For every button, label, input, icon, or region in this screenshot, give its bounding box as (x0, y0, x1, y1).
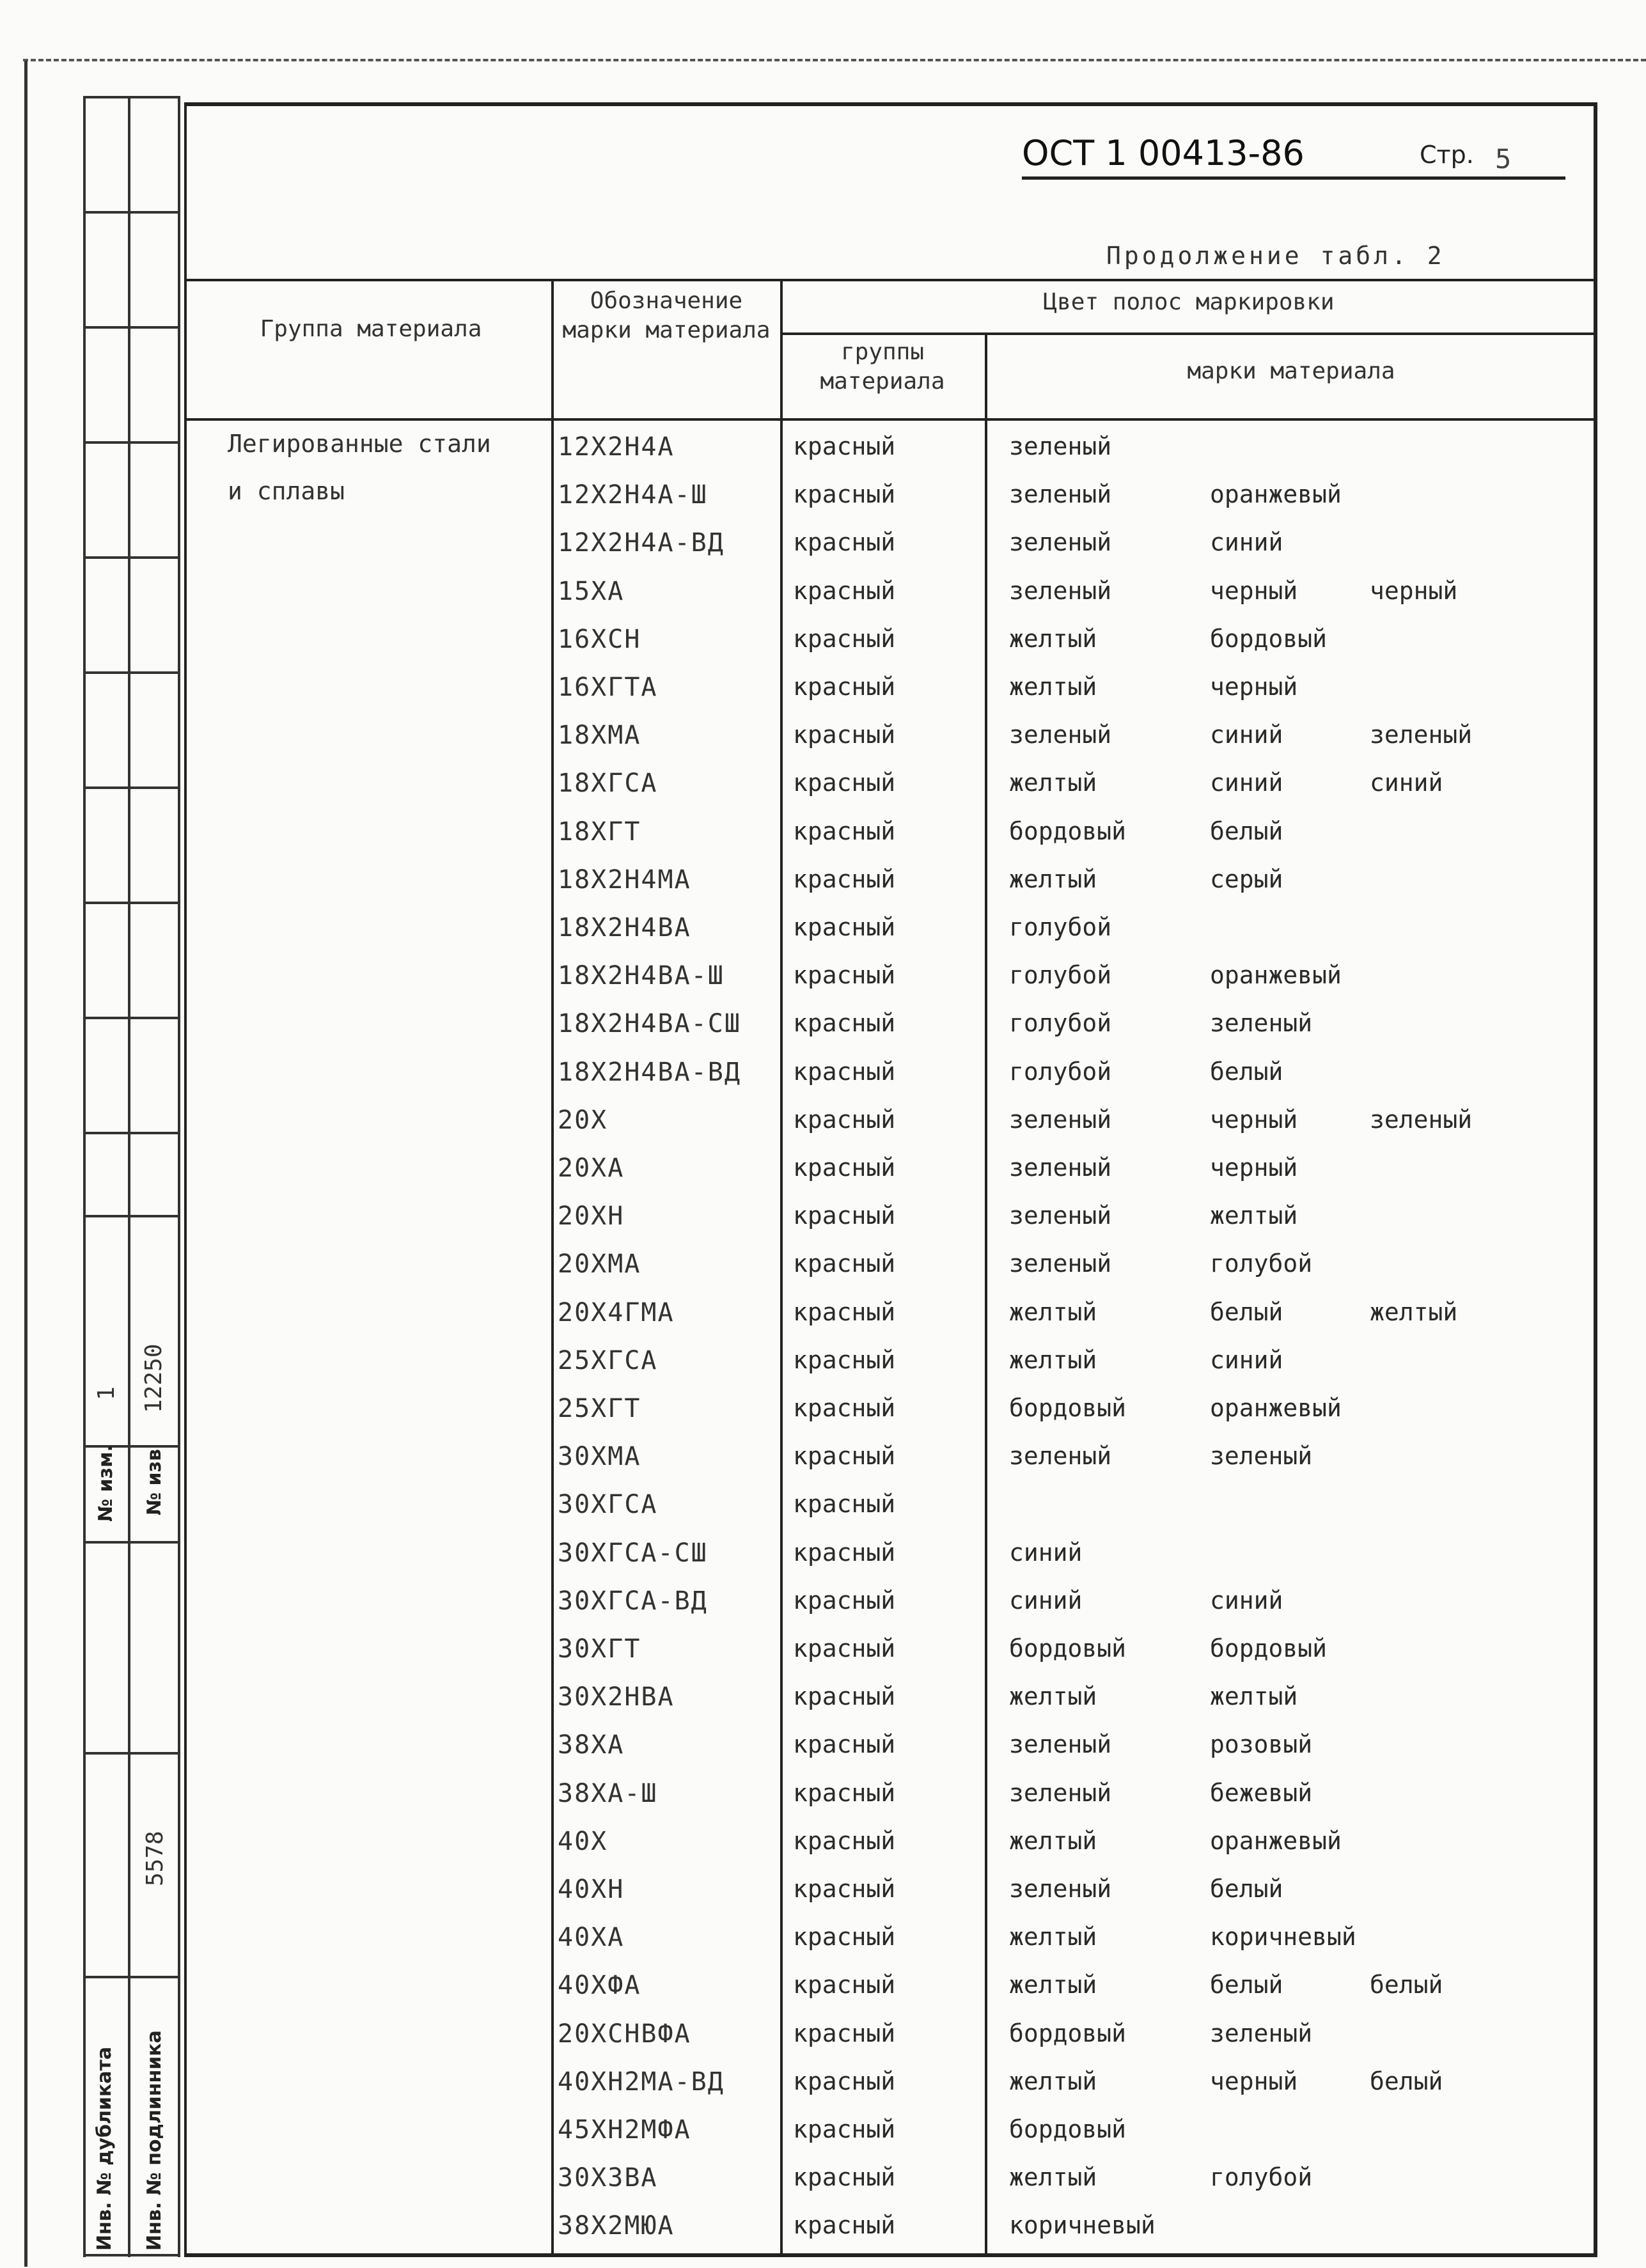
stripe-color-2: коричневый (1210, 1923, 1356, 1951)
group-color-cell: красный (793, 528, 896, 556)
grade-cell: 30ХГСА (558, 1490, 658, 1519)
stripe-color-1: голубой (1009, 1009, 1112, 1037)
group-name-line2: и сплавы (228, 477, 345, 505)
grade-cell: 20ХСНВФА (558, 2019, 691, 2049)
stripe-color-1: синий (1009, 1538, 1083, 1567)
stripe-color-2: синий (1210, 1586, 1283, 1615)
stripe-color-1: голубой (1009, 913, 1112, 941)
original-inv-value: 5578 (142, 1831, 168, 1886)
strip-border-right (178, 96, 180, 2257)
group-color-cell: красный (793, 1058, 896, 1086)
group-color-cell: красный (793, 1779, 896, 1807)
table-subheader-rule (780, 332, 1597, 335)
stripe-color-1: зеленый (1009, 1154, 1112, 1182)
stripe-color-2: бордовый (1210, 1634, 1328, 1662)
grade-cell: 30ХГСА-ВД (558, 1586, 708, 1616)
duplicate-inv-label: Инв. № дубликата (93, 2046, 116, 2251)
stripe-color-1: зеленый (1009, 1730, 1112, 1758)
stripe-color-1: бордовый (1009, 817, 1127, 845)
group-color-cell: красный (793, 1923, 896, 1951)
group-color-cell: красный (793, 817, 896, 845)
col-header-group: Группа материала (260, 316, 482, 342)
stripe-color-1: желтый (1009, 625, 1097, 653)
group-color-cell: красный (793, 625, 896, 653)
stripe-color-1: желтый (1009, 2163, 1097, 2191)
grade-cell: 30ХГСА-СШ (558, 1538, 708, 1568)
stripe-color-1: зеленый (1009, 432, 1112, 460)
stripe-color-1: голубой (1009, 961, 1112, 989)
grade-cell: 18Х2Н4ВА-Ш (558, 961, 725, 990)
stripe-color-1: желтый (1009, 1298, 1097, 1326)
stripe-color-3: зеленый (1370, 721, 1473, 749)
stripe-color-2: бордовый (1210, 625, 1328, 653)
group-color-cell: красный (793, 1394, 896, 1422)
group-color-cell: красный (793, 913, 896, 941)
grade-cell: 20ХН (558, 1201, 625, 1231)
stripe-color-1: желтый (1009, 2067, 1097, 2095)
group-color-cell: красный (793, 1346, 896, 1374)
stripe-color-1: бордовый (1009, 2115, 1127, 2143)
stripe-color-2: розовый (1210, 1730, 1313, 1758)
stripe-color-1: зеленый (1009, 1442, 1112, 1470)
grade-cell: 20Х4ГМА (558, 1298, 675, 1327)
grade-cell: 12Х2Н4А-Ш (558, 480, 708, 510)
stripe-color-2: черный (1210, 2067, 1298, 2095)
stripe-color-1: зеленый (1009, 1249, 1112, 1278)
col-header-stripe-color: Цвет полос маркировки (1043, 289, 1335, 315)
group-color-cell: красный (793, 1106, 896, 1134)
page-number: 5 (1495, 143, 1512, 175)
group-color-cell: красный (793, 673, 896, 701)
stripe-color-2: желтый (1210, 1201, 1298, 1230)
stripe-color-2: синий (1210, 769, 1283, 797)
stripe-color-1: зеленый (1009, 1106, 1112, 1134)
group-color-cell: красный (793, 480, 896, 508)
strip-divider (128, 96, 130, 2257)
stripe-color-2: черный (1210, 673, 1298, 701)
stripe-color-1: зеленый (1009, 1875, 1112, 1903)
stripe-color-2: белый (1210, 1875, 1283, 1903)
group-color-cell: красный (793, 2019, 896, 2047)
stripe-color-1: желтый (1009, 1923, 1097, 1951)
stripe-color-2: зеленый (1210, 1009, 1313, 1037)
group-name-line1: Легированные стали (228, 430, 491, 458)
stripe-color-1: синий (1009, 1586, 1083, 1615)
stripe-color-1: зеленый (1009, 577, 1112, 605)
grade-cell: 18Х2Н4ВА (558, 913, 691, 942)
stripe-color-2: серый (1210, 865, 1283, 893)
group-color-cell: красный (793, 1490, 896, 1518)
col-rule-1 (551, 279, 554, 2257)
grade-cell: 45ХН2МФА (558, 2115, 691, 2145)
group-color-cell: красный (793, 1442, 896, 1470)
grade-cell: 12Х2Н4А (558, 432, 675, 462)
stripe-color-2: черный (1210, 577, 1298, 605)
grade-cell: 40ХН (558, 1875, 625, 1904)
group-color-cell: красный (793, 1875, 896, 1903)
group-color-cell: красный (793, 2163, 896, 2191)
group-color-cell: красный (793, 1971, 896, 1999)
col-rule-3 (985, 332, 987, 2257)
notice-no-label: № изв (143, 1449, 166, 1515)
stripe-color-2: белый (1210, 817, 1283, 845)
stripe-color-2: белый (1210, 1298, 1283, 1326)
stripe-color-2: синий (1210, 721, 1283, 749)
stripe-color-1: бордовый (1009, 1394, 1127, 1422)
group-color-cell: красный (793, 2115, 896, 2143)
grade-cell: 30ХМА (558, 1442, 641, 1471)
group-color-cell: красный (793, 1201, 896, 1230)
stripe-color-1: желтый (1009, 1346, 1097, 1374)
stripe-color-1: зеленый (1009, 721, 1112, 749)
stripe-color-2: синий (1210, 1346, 1283, 1374)
col-header-stripe-grade: марки материала (1187, 358, 1395, 384)
stripe-color-3: белый (1370, 2067, 1443, 2095)
stripe-color-1: желтый (1009, 1971, 1097, 1999)
stripe-color-2: белый (1210, 1971, 1283, 1999)
grade-cell: 40ХН2МА-ВД (558, 2067, 725, 2097)
notice-no-value: 12250 (141, 1343, 167, 1413)
stripe-color-1: желтый (1009, 673, 1097, 701)
grade-cell: 25ХГСА (558, 1346, 658, 1375)
stripe-color-2: зеленый (1210, 1442, 1313, 1470)
group-color-cell: красный (793, 1586, 896, 1615)
grade-cell: 18Х2Н4МА (558, 865, 691, 895)
stripe-color-2: зеленый (1210, 2019, 1313, 2047)
group-color-cell: красный (793, 1538, 896, 1567)
group-color-cell: красный (793, 1249, 896, 1278)
grade-cell: 18ХГСА (558, 769, 658, 798)
stripe-color-2: синий (1210, 528, 1283, 556)
change-no-label: № изм. (95, 1444, 117, 1522)
stripe-color-1: зеленый (1009, 528, 1112, 556)
grade-cell: 18Х2Н4ВА-СШ (558, 1009, 741, 1038)
grade-cell: 15ХА (558, 577, 625, 606)
side-stamp (83, 96, 179, 2257)
group-color-cell: красный (793, 577, 896, 605)
table-top-rule (184, 279, 1597, 281)
grade-cell: 30Х2НВА (558, 1682, 675, 1712)
stripe-color-1: желтый (1009, 769, 1097, 797)
stripe-color-1: бордовый (1009, 1634, 1127, 1662)
grade-cell: 12Х2Н4А-ВД (558, 528, 725, 558)
strip-border-left (83, 96, 86, 2257)
group-color-cell: красный (793, 1154, 896, 1182)
group-color-cell: красный (793, 865, 896, 893)
table-header-bottom-rule (184, 418, 1597, 421)
stripe-color-1: голубой (1009, 1058, 1112, 1086)
group-color-cell: красный (793, 1634, 896, 1662)
stripe-color-2: оранжевый (1210, 1827, 1342, 1855)
grade-cell: 30ХГТ (558, 1634, 641, 1664)
stripe-color-2: голубой (1210, 1249, 1313, 1278)
change-no-value: 1 (93, 1386, 120, 1400)
stripe-color-2: оранжевый (1210, 1394, 1342, 1422)
grade-cell: 18ХГТ (558, 817, 641, 847)
stripe-color-3: черный (1370, 577, 1458, 605)
grade-cell: 38ХА-Ш (558, 1779, 658, 1808)
group-color-cell: красный (793, 1009, 896, 1037)
group-color-cell: красный (793, 1682, 896, 1710)
stripe-color-2: черный (1210, 1154, 1298, 1182)
stripe-color-3: синий (1370, 769, 1443, 797)
grade-cell: 38ХА (558, 1730, 625, 1760)
col-rule-2 (780, 279, 783, 2257)
grade-cell: 20Х (558, 1106, 608, 1135)
group-color-cell: красный (793, 2067, 896, 2095)
grade-cell: 18ХМА (558, 721, 641, 750)
grade-cell: 25ХГТ (558, 1394, 641, 1423)
grade-cell: 38Х2МЮА (558, 2211, 675, 2241)
col-header-stripe-group: группы материала (820, 339, 945, 395)
stripe-color-1: зеленый (1009, 480, 1112, 508)
header-underline (1022, 176, 1565, 180)
original-inv-label: Инв. № подлинника (143, 2030, 166, 2251)
scan-top-edge (23, 59, 1646, 61)
stripe-color-1: желтый (1009, 865, 1097, 893)
stripe-color-3: белый (1370, 1971, 1443, 1999)
group-color-cell: красный (793, 1730, 896, 1758)
group-color-cell: красный (793, 1298, 896, 1326)
grade-cell: 18Х2Н4ВА-ВД (558, 1058, 741, 1087)
stripe-color-2: белый (1210, 1058, 1283, 1086)
stripe-color-2: черный (1210, 1106, 1298, 1134)
grade-cell: 16ХГТА (558, 673, 658, 702)
group-color-cell: красный (793, 1827, 896, 1855)
document-number: ОСТ 1 00413-86 (1022, 133, 1305, 173)
grade-cell: 40ХА (558, 1923, 625, 1952)
grade-cell: 40ХФА (558, 1971, 641, 2000)
stripe-color-1: зеленый (1009, 1779, 1112, 1807)
stripe-color-3: желтый (1370, 1298, 1458, 1326)
left-margin-line (24, 61, 27, 2267)
stripe-color-1: желтый (1009, 1682, 1097, 1710)
stripe-color-2: оранжевый (1210, 961, 1342, 989)
stripe-color-2: бежевый (1210, 1779, 1313, 1807)
group-color-cell: красный (793, 432, 896, 460)
stripe-color-2: желтый (1210, 1682, 1298, 1710)
group-color-cell: красный (793, 2211, 896, 2239)
stripe-color-1: зеленый (1009, 1201, 1112, 1230)
table-continuation: Продолжение табл. 2 (1106, 242, 1445, 270)
group-color-cell: красный (793, 721, 896, 749)
group-color-cell: красный (793, 769, 896, 797)
grade-cell: 30Х3ВА (558, 2163, 658, 2193)
grade-cell: 16ХСН (558, 625, 641, 654)
stripe-color-2: голубой (1210, 2163, 1313, 2191)
stripe-color-3: зеленый (1370, 1106, 1473, 1134)
stripe-color-2: оранжевый (1210, 480, 1342, 508)
stripe-color-1: желтый (1009, 1827, 1097, 1855)
grade-cell: 40Х (558, 1827, 608, 1856)
stripe-color-1: коричневый (1009, 2211, 1156, 2239)
stripe-color-1: бордовый (1009, 2019, 1127, 2047)
grade-cell: 20ХМА (558, 1249, 641, 1279)
group-color-cell: красный (793, 961, 896, 989)
col-header-grade: Обозначение марки материала (562, 288, 771, 343)
grade-cell: 20ХА (558, 1154, 625, 1183)
page-label: Стр. (1420, 141, 1474, 169)
